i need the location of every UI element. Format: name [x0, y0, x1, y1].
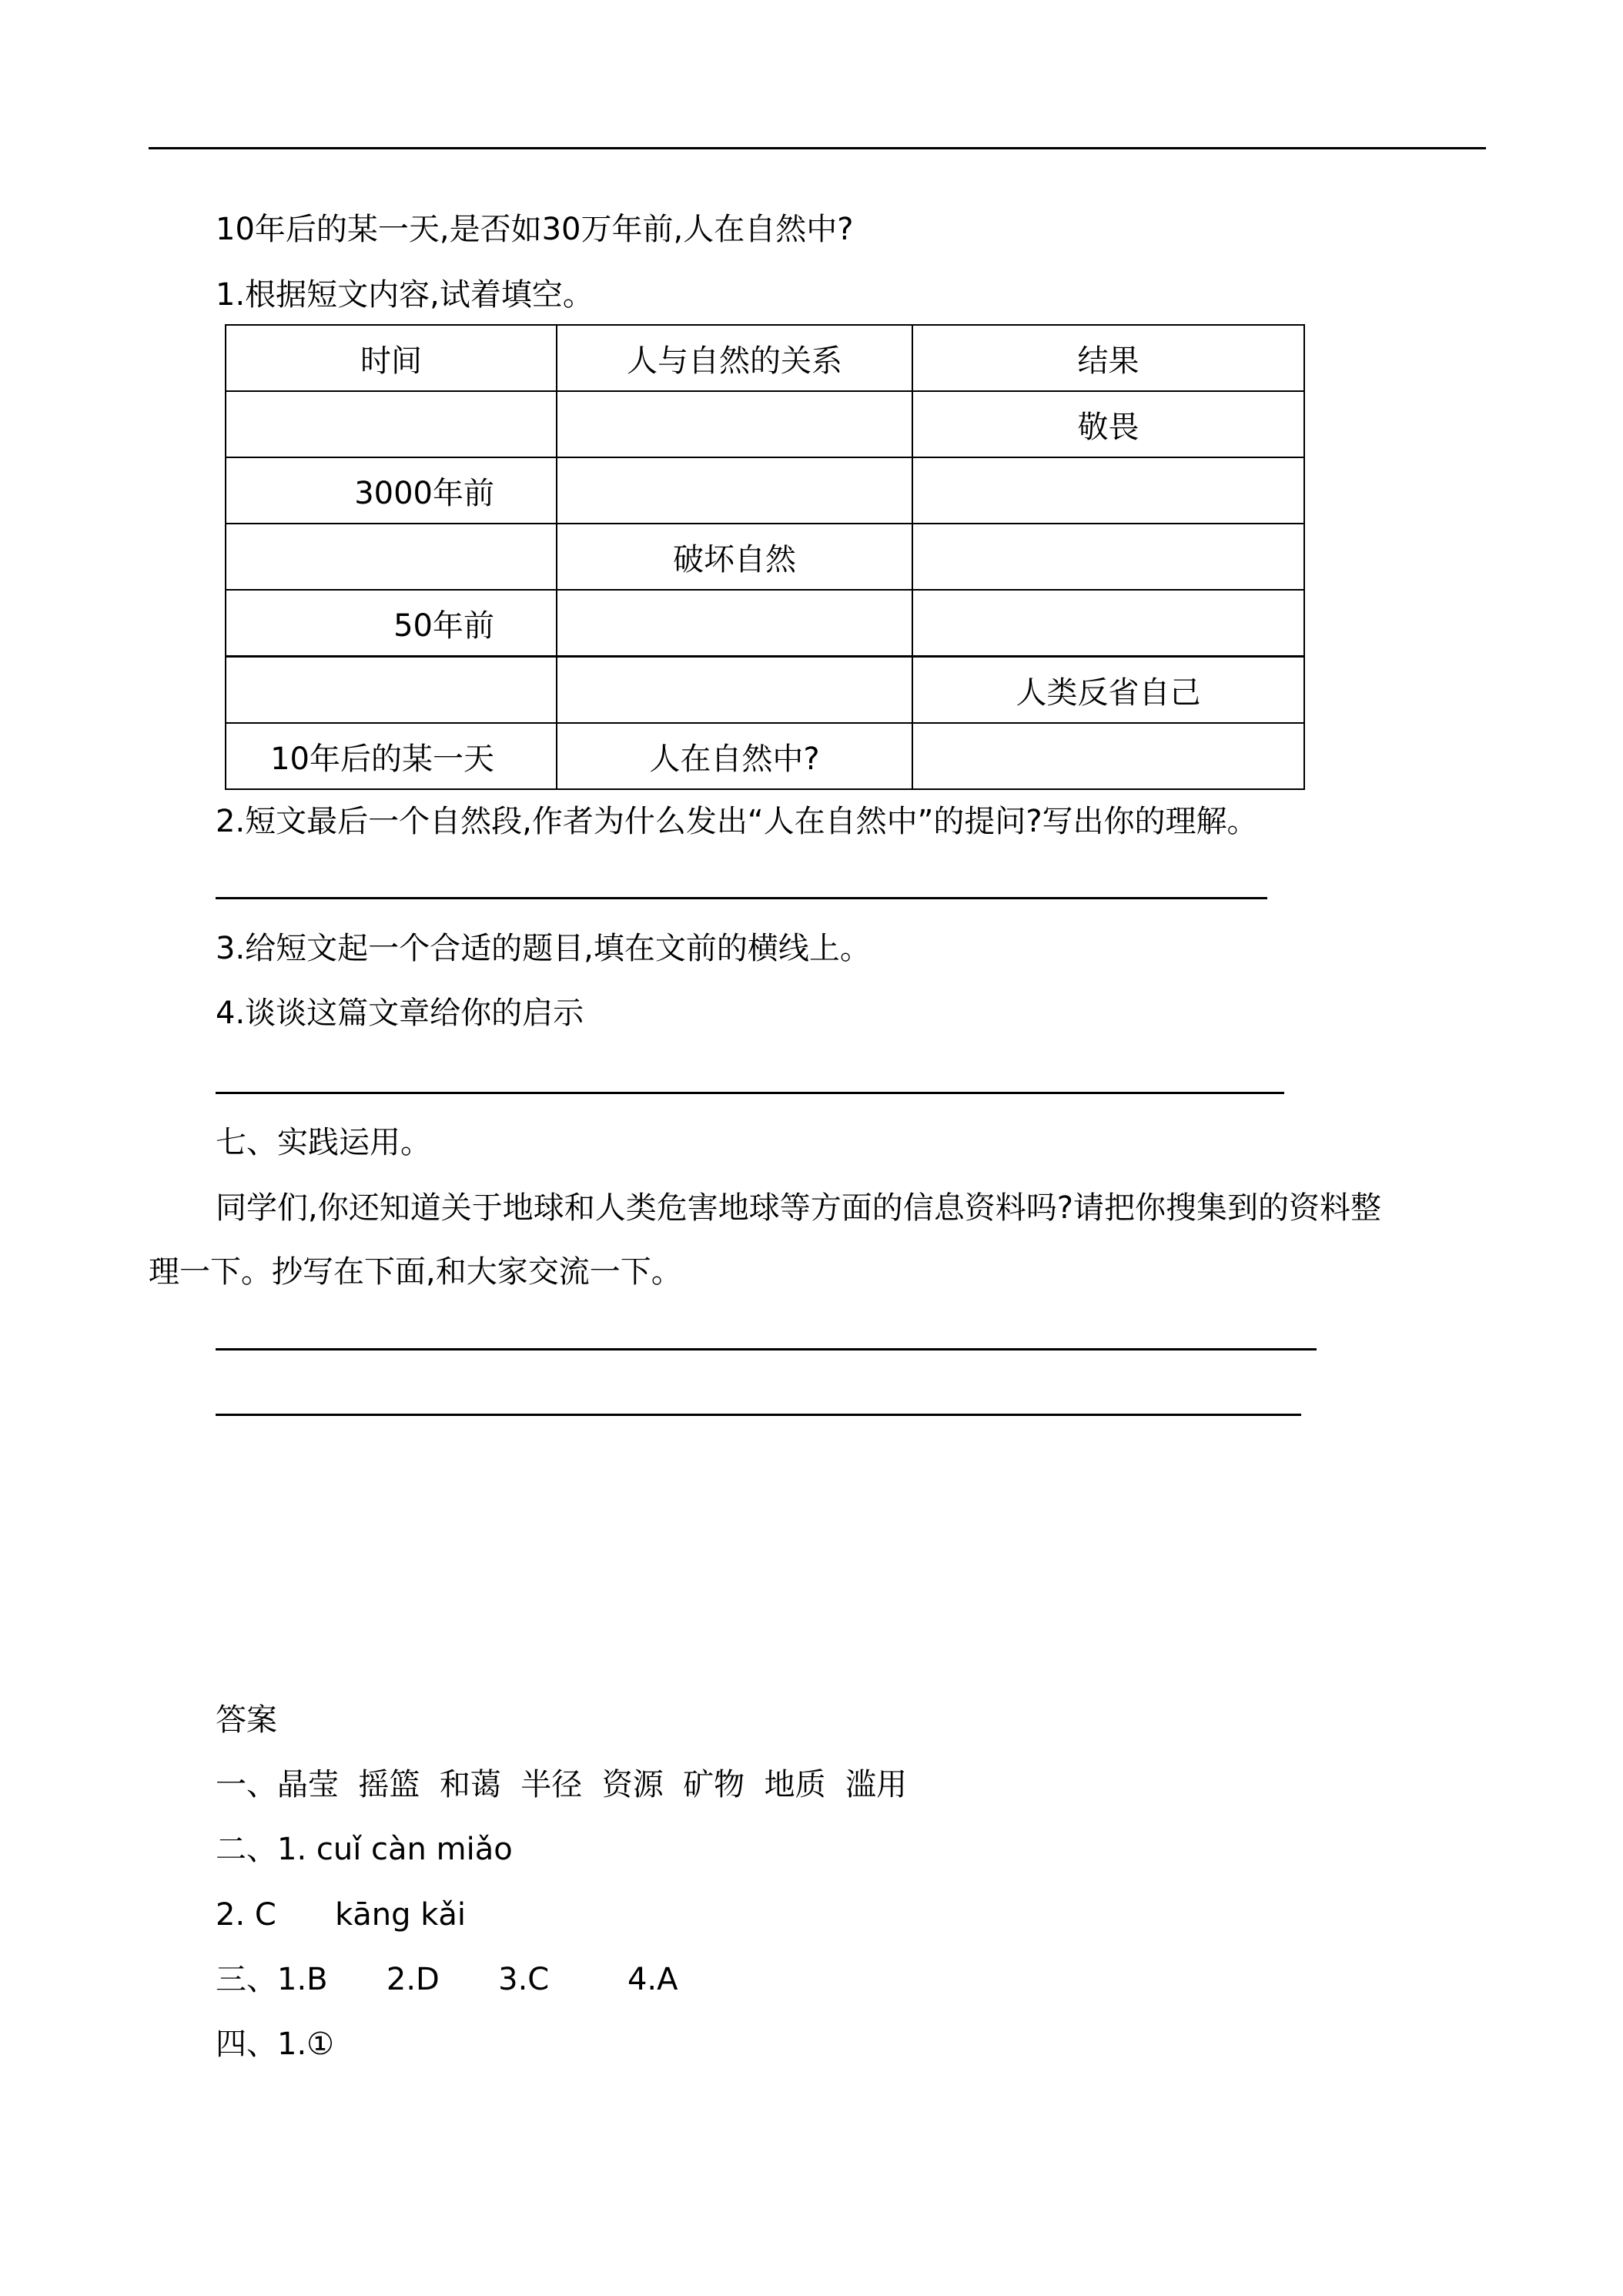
section-7-text-line-1: 同学们,你还知道关于地球和人类危害地球等方面的信息资料吗?请把你搜集到的资料整: [216, 1190, 1381, 1226]
table-cell[interactable]: [557, 590, 912, 657]
table-row: [226, 723, 1304, 789]
table-row: [226, 457, 1304, 524]
answer-line-s7-2[interactable]: [216, 1414, 1301, 1416]
answer-line-s7-1[interactable]: [216, 1348, 1317, 1350]
table-cell[interactable]: [557, 457, 912, 524]
table-header-cell: 时间: [226, 325, 557, 391]
table-cell[interactable]: [912, 457, 1304, 524]
table-header-row: [226, 325, 1304, 391]
section-7-text-line-2: 理一下。抄写在下面,和大家交流一下。: [149, 1254, 682, 1290]
question-2: 2.短文最后一个自然段,作者为什么发出“人在自然中”的提问?写出你的理解。: [216, 804, 1258, 839]
answer-5: 四、1.①: [216, 2027, 335, 2062]
answer-4: 三、1.B 2.D 3.C 4.A: [216, 1962, 678, 1997]
answer-3: 2. C kāng kǎi: [216, 1897, 467, 1933]
section-7-title: 七、实践运用。: [216, 1125, 431, 1160]
answer-2: 二、1. cuǐ càn miǎo: [216, 1832, 513, 1867]
table-cell[interactable]: [912, 524, 1304, 590]
table-cell[interactable]: [912, 590, 1304, 657]
table-cell[interactable]: [557, 657, 912, 724]
table-cell[interactable]: [557, 391, 912, 457]
table-cell: 人在自然中?: [557, 723, 912, 789]
answer-1: 一、晶莹 摇篮 和蔼 半径 资源 矿物 地质 滥用: [216, 1767, 908, 1802]
table-row: [226, 524, 1304, 590]
table-cell: 10年后的某一天: [226, 723, 557, 789]
header-rule: [149, 147, 1486, 149]
table-cell[interactable]: [226, 657, 557, 724]
table-cell: 3000年前: [226, 457, 557, 524]
table-cell: 50年前: [226, 590, 557, 657]
passage-end: 10年后的某一天,是否如30万年前,人在自然中?: [216, 212, 854, 247]
answers-title: 答案: [216, 1702, 277, 1738]
table-row: [226, 391, 1304, 457]
answer-line-q2[interactable]: [216, 897, 1267, 899]
table-header-cell: 人与自然的关系: [557, 325, 912, 391]
table-cell[interactable]: [226, 391, 557, 457]
table-row: [226, 590, 1304, 657]
table-cell: 破坏自然: [557, 524, 912, 590]
table-row: [226, 657, 1304, 724]
table-cell[interactable]: [912, 723, 1304, 789]
table-cell: 人类反省自己: [912, 657, 1304, 724]
answer-line-q4[interactable]: [216, 1092, 1284, 1094]
table-cell[interactable]: [226, 524, 557, 590]
table-cell: 敬畏: [912, 391, 1304, 457]
fill-in-table: [225, 324, 1305, 790]
question-1: 1.根据短文内容,试着填空。: [216, 277, 594, 313]
table-header-cell: 结果: [912, 325, 1304, 391]
question-4: 4.谈谈这篇文章给你的启示: [216, 996, 584, 1031]
question-3: 3.给短文起一个合适的题目,填在文前的横线上。: [216, 931, 871, 966]
